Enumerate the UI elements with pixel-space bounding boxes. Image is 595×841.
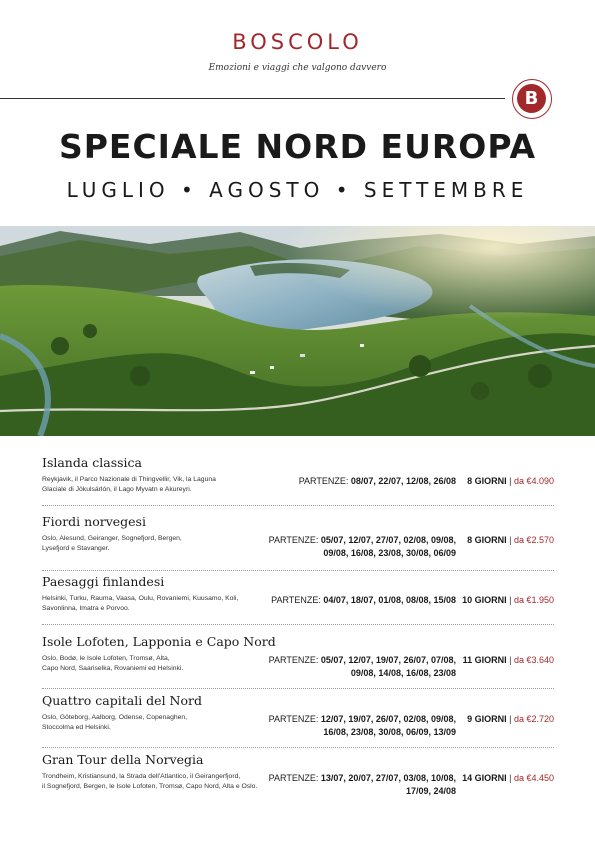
departure-dates: 05/07, 12/07, 27/07, 02/08, 09/08, [320,535,456,545]
departure-dates: 12/07, 19/07, 26/07, 02/08, 09/08, [320,714,456,724]
tour-name: Quattro capitali del Nord [42,693,202,708]
tour-cost: da €4.090 [513,476,554,486]
tour-description-line: Oslo, Alesund, Geiranger, Sognefjord, Bergen, [42,535,182,542]
tour-item [42,634,554,694]
departure-dates: 05/07, 12/07, 19/07, 26/07, 07/08, [320,655,456,665]
badge-letter: B [517,84,546,113]
tour-description-line: Savonlinna, Imatra e Porvoo. [42,604,130,612]
tour-description [42,475,272,494]
divider [42,624,554,625]
tour-description-line: Lysefjord e Stavanger. [42,544,110,552]
tour-departures [256,475,456,488]
tour-departures [256,713,456,739]
tour-item [42,514,554,574]
tour-name: Paesaggi finlandesi [42,574,165,589]
tour-item [42,455,554,511]
divider [42,688,554,689]
divider [42,570,554,571]
tour-description [42,534,272,553]
tour-price: 11 GIORNI | da €3.640 [462,655,554,665]
tour-duration: 11 GIORNI [462,655,507,665]
tour-price: 9 GIORNI | da €2.720 [467,714,554,724]
landscape-photo [0,226,595,436]
tour-description-line: Helsinki, Turku, Rauma, Vaasa, Oulu, Rovaniemi, Kuusamo, Koli, [42,595,239,602]
departures-label: PARTENZE: [268,773,319,783]
divider [42,505,554,506]
tour-description [42,594,272,613]
departures-label: PARTENZE: [271,595,321,605]
departure-dates: 09/08, 16/08, 23/08, 30/08, 06/09 [323,548,456,558]
tour-description [42,654,272,673]
tour-price: 8 GIORNI | da €4.090 [467,476,554,486]
tour-duration: 8 GIORNI [467,535,507,545]
brand-tagline: Emozioni e viaggi che valgono davvero [208,63,387,73]
header-rule [0,98,505,99]
tour-cost: da €3.640 [513,655,554,665]
departure-dates: 09/08, 14/08, 16/08, 23/08 [350,668,456,678]
tour-description-line: Oslo, Bodø, le Isole Lofoten, Tromsø, Alta, [42,655,170,662]
departure-dates: 13/07, 20/07, 27/07, 03/08, 10/08, [320,773,456,783]
departure-dates: 16/08, 23/08, 30/08, 06/09, 13/09 [323,727,456,737]
tour-description-line: Stoccolma ed Helsinki. [42,723,111,731]
tour-cost: da €2.570 [513,535,554,545]
tour-duration: 10 GIORNI [462,595,507,605]
tour-description [42,772,282,791]
tour-duration: 9 GIORNI [467,714,507,724]
tour-name: Isole Lofoten, Lapponia e Capo Nord [42,634,276,649]
page-title: SPECIALE NORD EUROPA [58,127,537,166]
tour-price: 14 GIORNI | da €4.450 [462,773,554,783]
tour-name: Gran Tour della Norvegia [42,752,204,767]
tour-departures [256,534,456,560]
tour-description-line: il Sognefjord, Bergen, le Isole Lofoten, Tromsø, Capo Nord, Alta e Oslo. [42,782,258,790]
tour-description-line: Oslo, Göteborg, Aalborg, Odense, Copenaghen, [42,714,188,721]
departure-dates: 08/07, 22/07, 12/08, 26/08 [350,476,456,486]
tour-cost: da €2.720 [513,714,554,724]
page-subtitle: LUGLIO • AGOSTO • SETTEMBRE [66,178,529,202]
tour-cost: da €1.950 [513,595,554,605]
brand-logo: BOSCOLO [232,30,363,54]
tour-duration: 14 GIORNI [462,773,507,783]
tour-name: Islanda classica [42,455,143,470]
tour-departures [256,594,456,607]
tour-duration: 8 GIORNI [467,476,507,486]
tour-price: 8 GIORNI | da €2.570 [467,535,554,545]
departure-dates: 04/07, 18/07, 01/08, 08/08, 15/08 [323,595,456,605]
tour-item [42,574,554,630]
tour-description-line: Reykjavik, il Parco Nazionale di Thingvellir, Vik, la Laguna [42,476,216,483]
divider [42,747,554,748]
departures-label: PARTENZE: [268,655,319,665]
tour-description-line: Capo Nord, Saariselka, Rovaniemi ed Helsinki. [42,664,184,672]
tour-departures [256,772,456,798]
tour-departures [256,654,456,680]
departures-label: PARTENZE: [268,714,319,724]
departure-dates: 17/09, 24/08 [405,786,456,796]
tour-cost: da €4.450 [513,773,554,783]
tour-item [42,693,554,753]
tour-description-line: Glaciale di Jökulsárlón, il Lago Myvatn e Akureyri. [42,485,192,493]
tour-item [42,752,554,812]
departures-label: PARTENZE: [268,535,319,545]
departures-label: PARTENZE: [298,476,349,486]
tour-price: 10 GIORNI | da €1.950 [462,595,554,605]
tour-name: Fiordi norvegesi [42,514,146,529]
brand-badge [512,79,552,119]
tour-description [42,713,272,732]
tour-description-line: Trondheim, Kristiansund, la Strada dell'Atlantico, il Geirangerfjord, [42,773,241,780]
